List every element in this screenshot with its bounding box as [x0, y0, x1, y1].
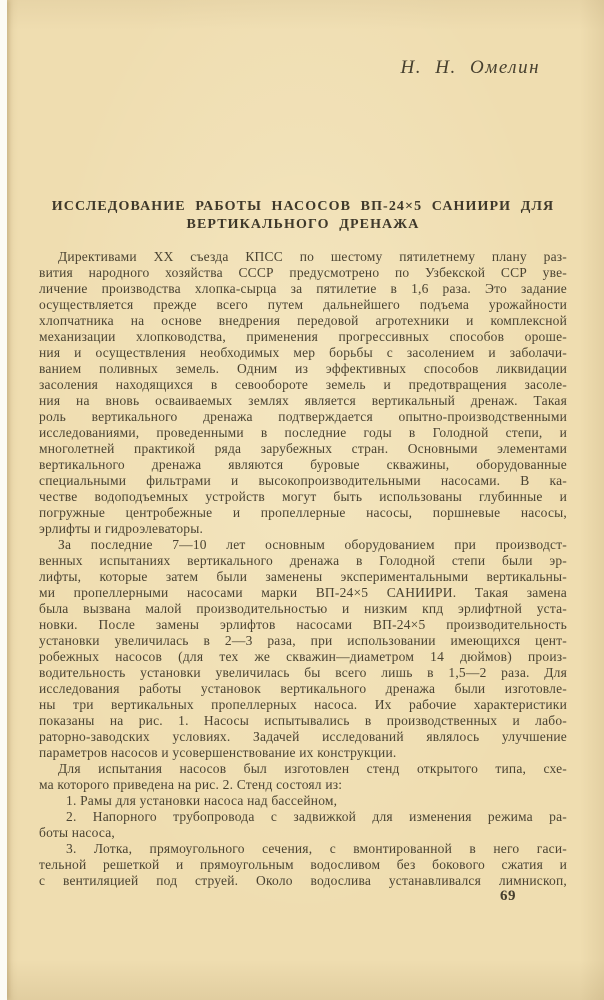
text-line: установки увеличилась в 2—3 раза, при использовании имеющихся цент- — [39, 633, 567, 648]
body-text — [39, 249, 567, 889]
text-line: За последние 7—10 лет основным оборудованием при производст- — [58, 537, 567, 552]
text-line: вития народного хозяйства СССР предусмотрено по Узбекской ССР уве- — [39, 265, 567, 280]
text-line: лифты, которые затем были заменены экспериментальными вертикальны- — [39, 569, 567, 584]
text-line: погружные центробежные и пропеллерные насосы, поршневые насосы, — [39, 505, 567, 520]
text-line: венных испытаниях вертикального дренажа в Голодной степи были эр- — [39, 553, 567, 568]
text-line: роль вертикального дренажа подтверждается опытно-производственными — [39, 409, 567, 424]
text-line: водительность установки увеличилась бы всего лишь в 1,5—2 раза. Для — [39, 665, 567, 680]
text-line: раторно-заводских условиях. Задачей исследований являлось улучшение — [39, 729, 567, 744]
text-line: Директивами XX съезда КПСС по шестому пятилетнему плану раз- — [58, 249, 567, 264]
text-line: была вызвана малой производительностью и низким кпд эрлифтной уста- — [39, 601, 567, 616]
text-line: специальными фильтрами и высокопроизводительными насосами. В ка- — [39, 473, 567, 488]
text-line: 3. Лотка, прямоугольного сечения, с вмонтированной в него гаси- — [66, 841, 567, 856]
page-number: 69 — [500, 888, 516, 904]
text-line: тельной решеткой и прямоугольным водосливом без бокового сжатия и — [39, 857, 567, 872]
text-line: ванием поливных земель. Одним из эффективных способов ликвидации — [39, 361, 567, 376]
author-name: Н. Н. Омелин — [400, 57, 540, 78]
text-line: исследования работы установок вертикального дренажа были изготовле- — [39, 681, 567, 696]
text-line: вертикального дренажа являются буровые скважины, оборудованные — [39, 457, 567, 472]
text-line: эрлифты и гидроэлеваторы. — [39, 521, 204, 536]
text-line: 2. Напорного трубопровода с задвижкой для изменения режима ра- — [66, 809, 567, 824]
scan-edge-strip — [0, 0, 7, 1000]
text-line: честве водоподъемных устройств могут быть использованы глубинные и — [39, 489, 567, 504]
text-line: личение производства хлопка-сырца за пятилетие в 1,6 раза. Это задание — [39, 281, 567, 296]
article-title-line2: ВЕРТИКАЛЬНОГО ДРЕНАЖА — [186, 216, 420, 232]
text-line: ны три вертикальных пропеллерных насоса. Их рабочие характеристики — [39, 697, 567, 712]
text-line: ма которого приведена на рис. 2. Стенд состоял из: — [39, 777, 343, 792]
text-line: ния и осуществления необходимых мер борьбы с засолением и заболачи- — [39, 345, 567, 360]
article-title — [39, 198, 567, 233]
text-line: ния на вновь осваиваемых землях является вертикальный дренаж. Такая — [39, 393, 567, 408]
text-line: осуществляется прежде всего путем дальнейшего подъема урожайности — [39, 297, 567, 312]
text-line: боты насоса, — [39, 825, 116, 840]
article-title-line1: ИССЛЕДОВАНИЕ РАБОТЫ НАСОСОВ ВП-24×5 САНИИРИ ДЛЯ — [51, 199, 555, 214]
text-line: засоления находящихся в севообороте земель и предотвращения засоле- — [39, 377, 567, 392]
text-line: робежных насосов (для тех же скважин—диаметром 14 дюймов) произ- — [39, 649, 567, 664]
text-line: параметров насосов и усовершенствование их конструкции. — [39, 745, 397, 760]
text-line: новки. После замены эрлифтов насосами ВП-24×5 производительность — [39, 617, 567, 632]
text-line: 1. Рамы для установки насоса над бассейном, — [66, 793, 338, 808]
text-line: механизации хлопководства, применения прогрессивных способов ороше- — [39, 329, 567, 344]
text-line: многолетней практикой ряда зарубежных стран. Основными элементами — [39, 441, 567, 456]
text-line: с вентиляцией под струей. Около водослива устанавливался лимнископ, — [39, 873, 567, 888]
text-line: показаны на рис. 1. Насосы испытывались в производственных и лабо- — [39, 713, 567, 728]
text-line: хлопчатника на основе внедрения передовой агротехники и комплексной — [39, 313, 567, 328]
text-line: Для испытания насосов был изготовлен стенд открытого типа, схе- — [58, 761, 567, 776]
text-line: ми пропеллерными насосами марки ВП-24×5 САНИИРИ. Такая замена — [39, 585, 567, 600]
text-line: исследованиями, проведенными в последние годы в Голодной степи, и — [39, 425, 567, 440]
